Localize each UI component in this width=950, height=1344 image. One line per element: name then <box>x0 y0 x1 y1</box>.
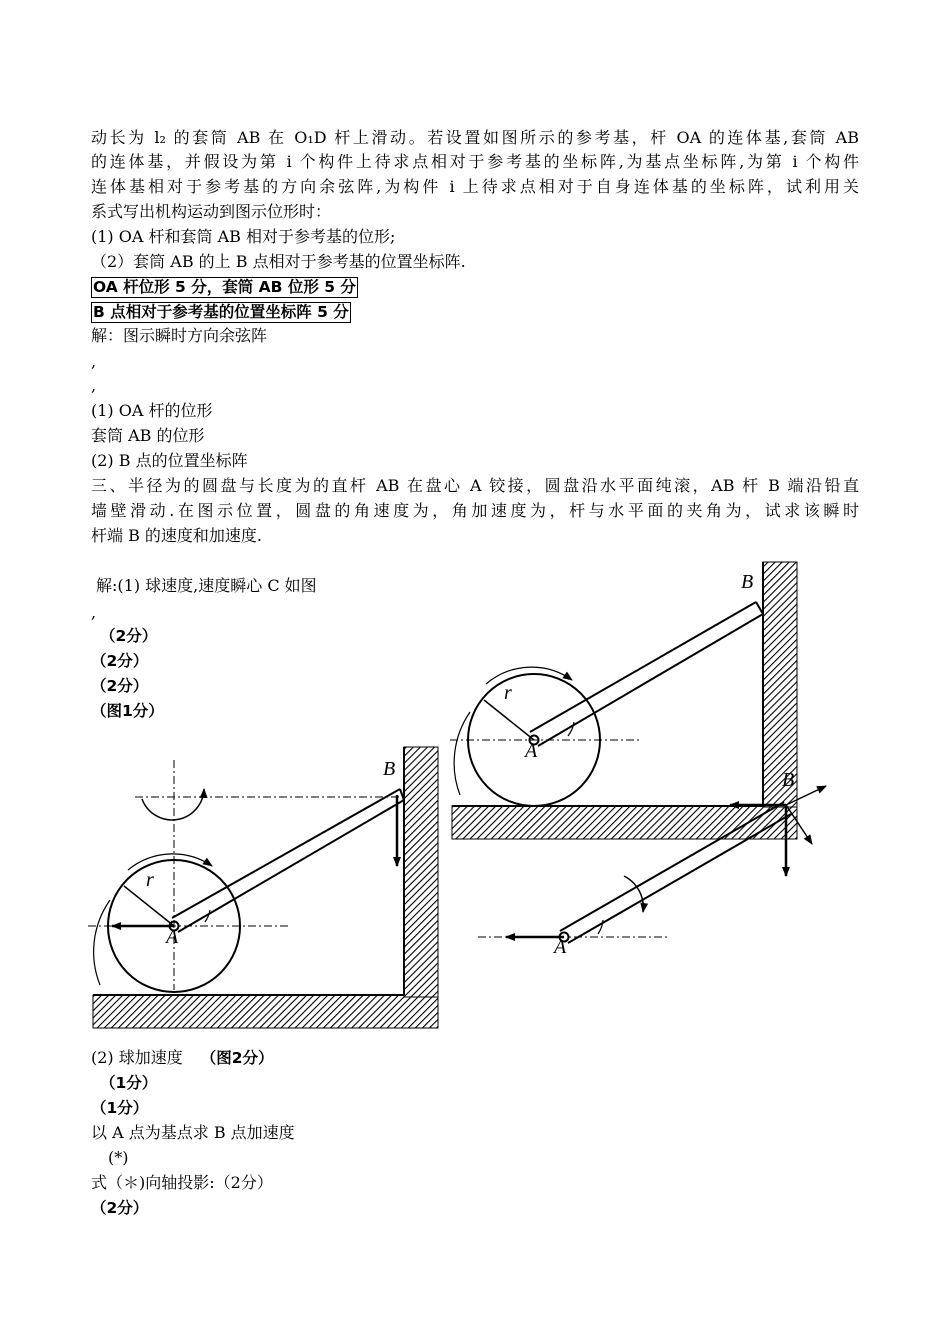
problem-text-line-2: 的连体基，并假设为第 i 个构件上待求点相对于参考基的坐标阵,为基点坐标阵,为第 i 个构件 <box>91 152 859 171</box>
label-a-2: A <box>525 740 538 762</box>
problem-text-line-1: 动长为 l₂ 的套筒 AB 在 O₁D 杆上滑动。若设置如图所示的参考基，杆 OA 的连体基,套筒 AB <box>91 128 859 147</box>
solution-intro: 解：图示瞬时方向余弦阵 <box>91 326 268 345</box>
solution-1-heading: (1) OA 杆的位形 <box>91 401 213 420</box>
problem-3-line-3: 杆端 B 的速度和加速度. <box>91 526 263 545</box>
score-fig-2: （图2分） <box>200 1049 274 1067</box>
label-a-3: A <box>554 936 567 958</box>
problem-3-line-1: 三、半径为的圆盘与长度为的直杆 AB 在盘心 A 铰接，圆盘沿水平面纯滚，AB 杆 B 端沿铅直 <box>91 476 859 495</box>
score-2-final: （2分） <box>91 1199 149 1217</box>
base-point-line: 以 A 点为基点求 B 点加速度 <box>91 1123 295 1142</box>
solution-3-speed: 解:(1) 球速度,速度瞬心 C 如图 <box>96 576 317 595</box>
score-box-1: OA 杆位形 5 分，套筒 AB 位形 5 分 <box>93 278 356 296</box>
label-b-2: B <box>741 571 754 593</box>
score-2-b: （2分） <box>91 652 149 670</box>
wall-hatch <box>404 747 438 997</box>
figure-velocity <box>88 747 438 1028</box>
ground-hatch-2 <box>452 806 797 839</box>
question-1: (1) OA 杆和套筒 AB 相对于参考基的位形; <box>91 227 396 246</box>
comma-line-3: , <box>91 603 97 622</box>
score-box-2: B 点相对于参考基的位置坐标阵 5 分 <box>93 303 349 321</box>
figure-mechanism <box>450 562 797 839</box>
label-b-1: B <box>383 758 396 780</box>
label-r-1: r <box>146 869 154 891</box>
question-2: （2）套筒 AB 的上 B 点相对于参考基的位置坐标阵. <box>91 252 466 271</box>
score-2-c: （2分） <box>91 677 149 695</box>
equation-star: (*) <box>108 1148 129 1167</box>
score-fig-1: （图1分） <box>91 702 164 720</box>
accel-heading: (2) 球加速度 <box>91 1048 183 1067</box>
sleeve-configuration: 套筒 AB 的位形 <box>91 426 205 445</box>
comma-line-2: , <box>91 376 97 395</box>
label-b-3: B <box>782 769 795 791</box>
score-1-b: （1分） <box>91 1099 149 1117</box>
label-r-2: r <box>504 682 512 704</box>
comma-line-1: , <box>91 352 97 371</box>
problem-text-line-3: 连体基相对于参考基的方向余弦阵,为构件 i 上待求点相对于自身连体基的坐标阵，试利用关 <box>91 177 859 196</box>
problem-3-line-2: 墙壁滑动.在图示位置，圆盘的角速度为，角加速度为，杆与水平面的夹角为，试求该瞬时 <box>91 501 859 520</box>
ground-hatch <box>93 995 438 1028</box>
projection-line: 式（＊)向轴投影:（2分） <box>91 1173 273 1192</box>
problem-text-line-4: 系式写出机构运动到图示位形时： <box>91 202 332 221</box>
score-1-a: （1分） <box>100 1074 158 1092</box>
solution-2-heading: (2) B 点的位置坐标阵 <box>91 451 248 470</box>
label-a-1: A <box>166 926 179 948</box>
score-2-a: （2分） <box>100 627 158 645</box>
